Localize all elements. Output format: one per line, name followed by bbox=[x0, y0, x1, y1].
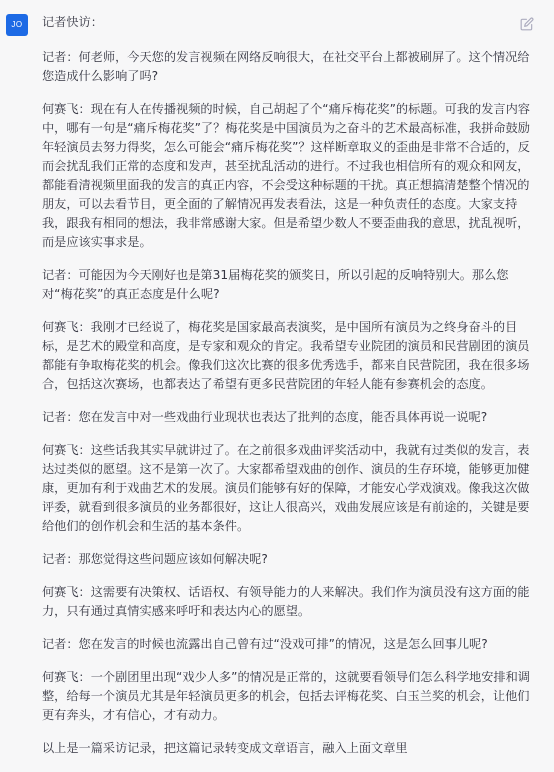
message-paragraph: 何赛飞：一个剧团里出现“戏少人多”的情况是正常的，这就要看领导们怎么科学地安排和调整，给每一个演员尤其是年轻演员更多的机会，包括去评梅花奖、白玉兰奖的机会，让他们更有奔头，才有信心，才有动力。 bbox=[42, 670, 530, 722]
message-paragraph: 记者：可能因为今天刚好也是第31届梅花奖的颁奖日，所以引起的反响特别大。那么您对“梅花奖”的真正态度是什么呢? bbox=[42, 268, 509, 301]
message-paragraph-request: 以上是一篇采访记录，把这篇记录转变成文章语言，融入上面文章里 bbox=[42, 741, 408, 755]
message-content bbox=[42, 13, 538, 772]
message-paragraph: 何赛飞：这需要有决策权、话语权、有领导能力的人来解决。我们作为演员没有这方面的能力，只有通过真情实感来呼吁和表达内心的愿望。 bbox=[42, 585, 530, 618]
message-paragraph: 记者：您在发言中对一些戏曲行业现状也表达了批判的态度，能否具体再说一说呢? bbox=[42, 410, 488, 424]
user-avatar: JO bbox=[6, 14, 28, 36]
message-paragraph: 记者：那您觉得这些问题应该如何解决呢? bbox=[42, 552, 268, 566]
message-paragraph: 记者：您在发言的时候也流露出自己曾有过“没戏可排”的情况，这是怎么回事儿呢? bbox=[42, 637, 488, 651]
message-paragraph: 何赛飞：这些话我其实早就讲过了。在之前很多戏曲评奖活动中，我就有过类似的发言，表达过类似的愿望。这不是第一次了。大家都希望戏曲的创作、演员的生存环境，能够更加健康，更加有利于戏曲艺术的发展。演员们能够有好的保障，才能安心学戏演戏。像我这次做评委，就看到很多演员的业务都很好，这让人很高兴，戏曲发展应该是有前途的，关键是要给他们的创作机会和生活的基本条件。 bbox=[42, 443, 530, 533]
message-paragraph: 何赛飞：我刚才已经说了，梅花奖是国家最高表演奖，是中国所有演员为之终身奋斗的目标，是艺术的殿堂和高度，是专家和观众的肯定。我希望专业院团的演员和民营剧团的演员都能有争取梅花奖的机会。像我们这次比赛的很多优秀选手，都来自民营院团，我在很多场合，包括这次赛场，也都表达了希望有更多民营院团的年轻人能有参赛机会的态度。 bbox=[42, 320, 530, 391]
message-paragraph: 记者：何老师，今天您的发言视频在网络反响很大，在社交平台上都被刷屏了。这个情况给您造成什么影响了吗? bbox=[42, 50, 530, 83]
message-paragraph-intro: 记者快访： bbox=[42, 15, 103, 29]
message-paragraph: 何赛飞：现在有人在传播视频的时候，自己胡起了个“痛斥梅花奖”的标题。可我的发言内容中，哪有一句是“痛斥梅花奖”了？梅花奖是中国演员为之奋斗的艺术最高标准，我拼命鼓励年轻演员去努力得奖，怎么可能会“痛斥梅花奖”？这样断章取义的歪曲是非常不合适的，反而会扰乱我们正常的态度和发声，甚至扰乱活动的进行。不过我也相信所有的观众和网友，都能看清视频里面我的发言的真正内容，不会受这种标题的干扰。真正想搞清楚整个情况的朋友，可以去看节目，更全面的了解情况再发表看法，这是一种负责任的态度。大家支持我，跟我有相同的想法，我非常感谢大家。但是希望少数人不要歪曲我的意思，扰乱视听，而是应该实事求是。 bbox=[42, 102, 530, 249]
